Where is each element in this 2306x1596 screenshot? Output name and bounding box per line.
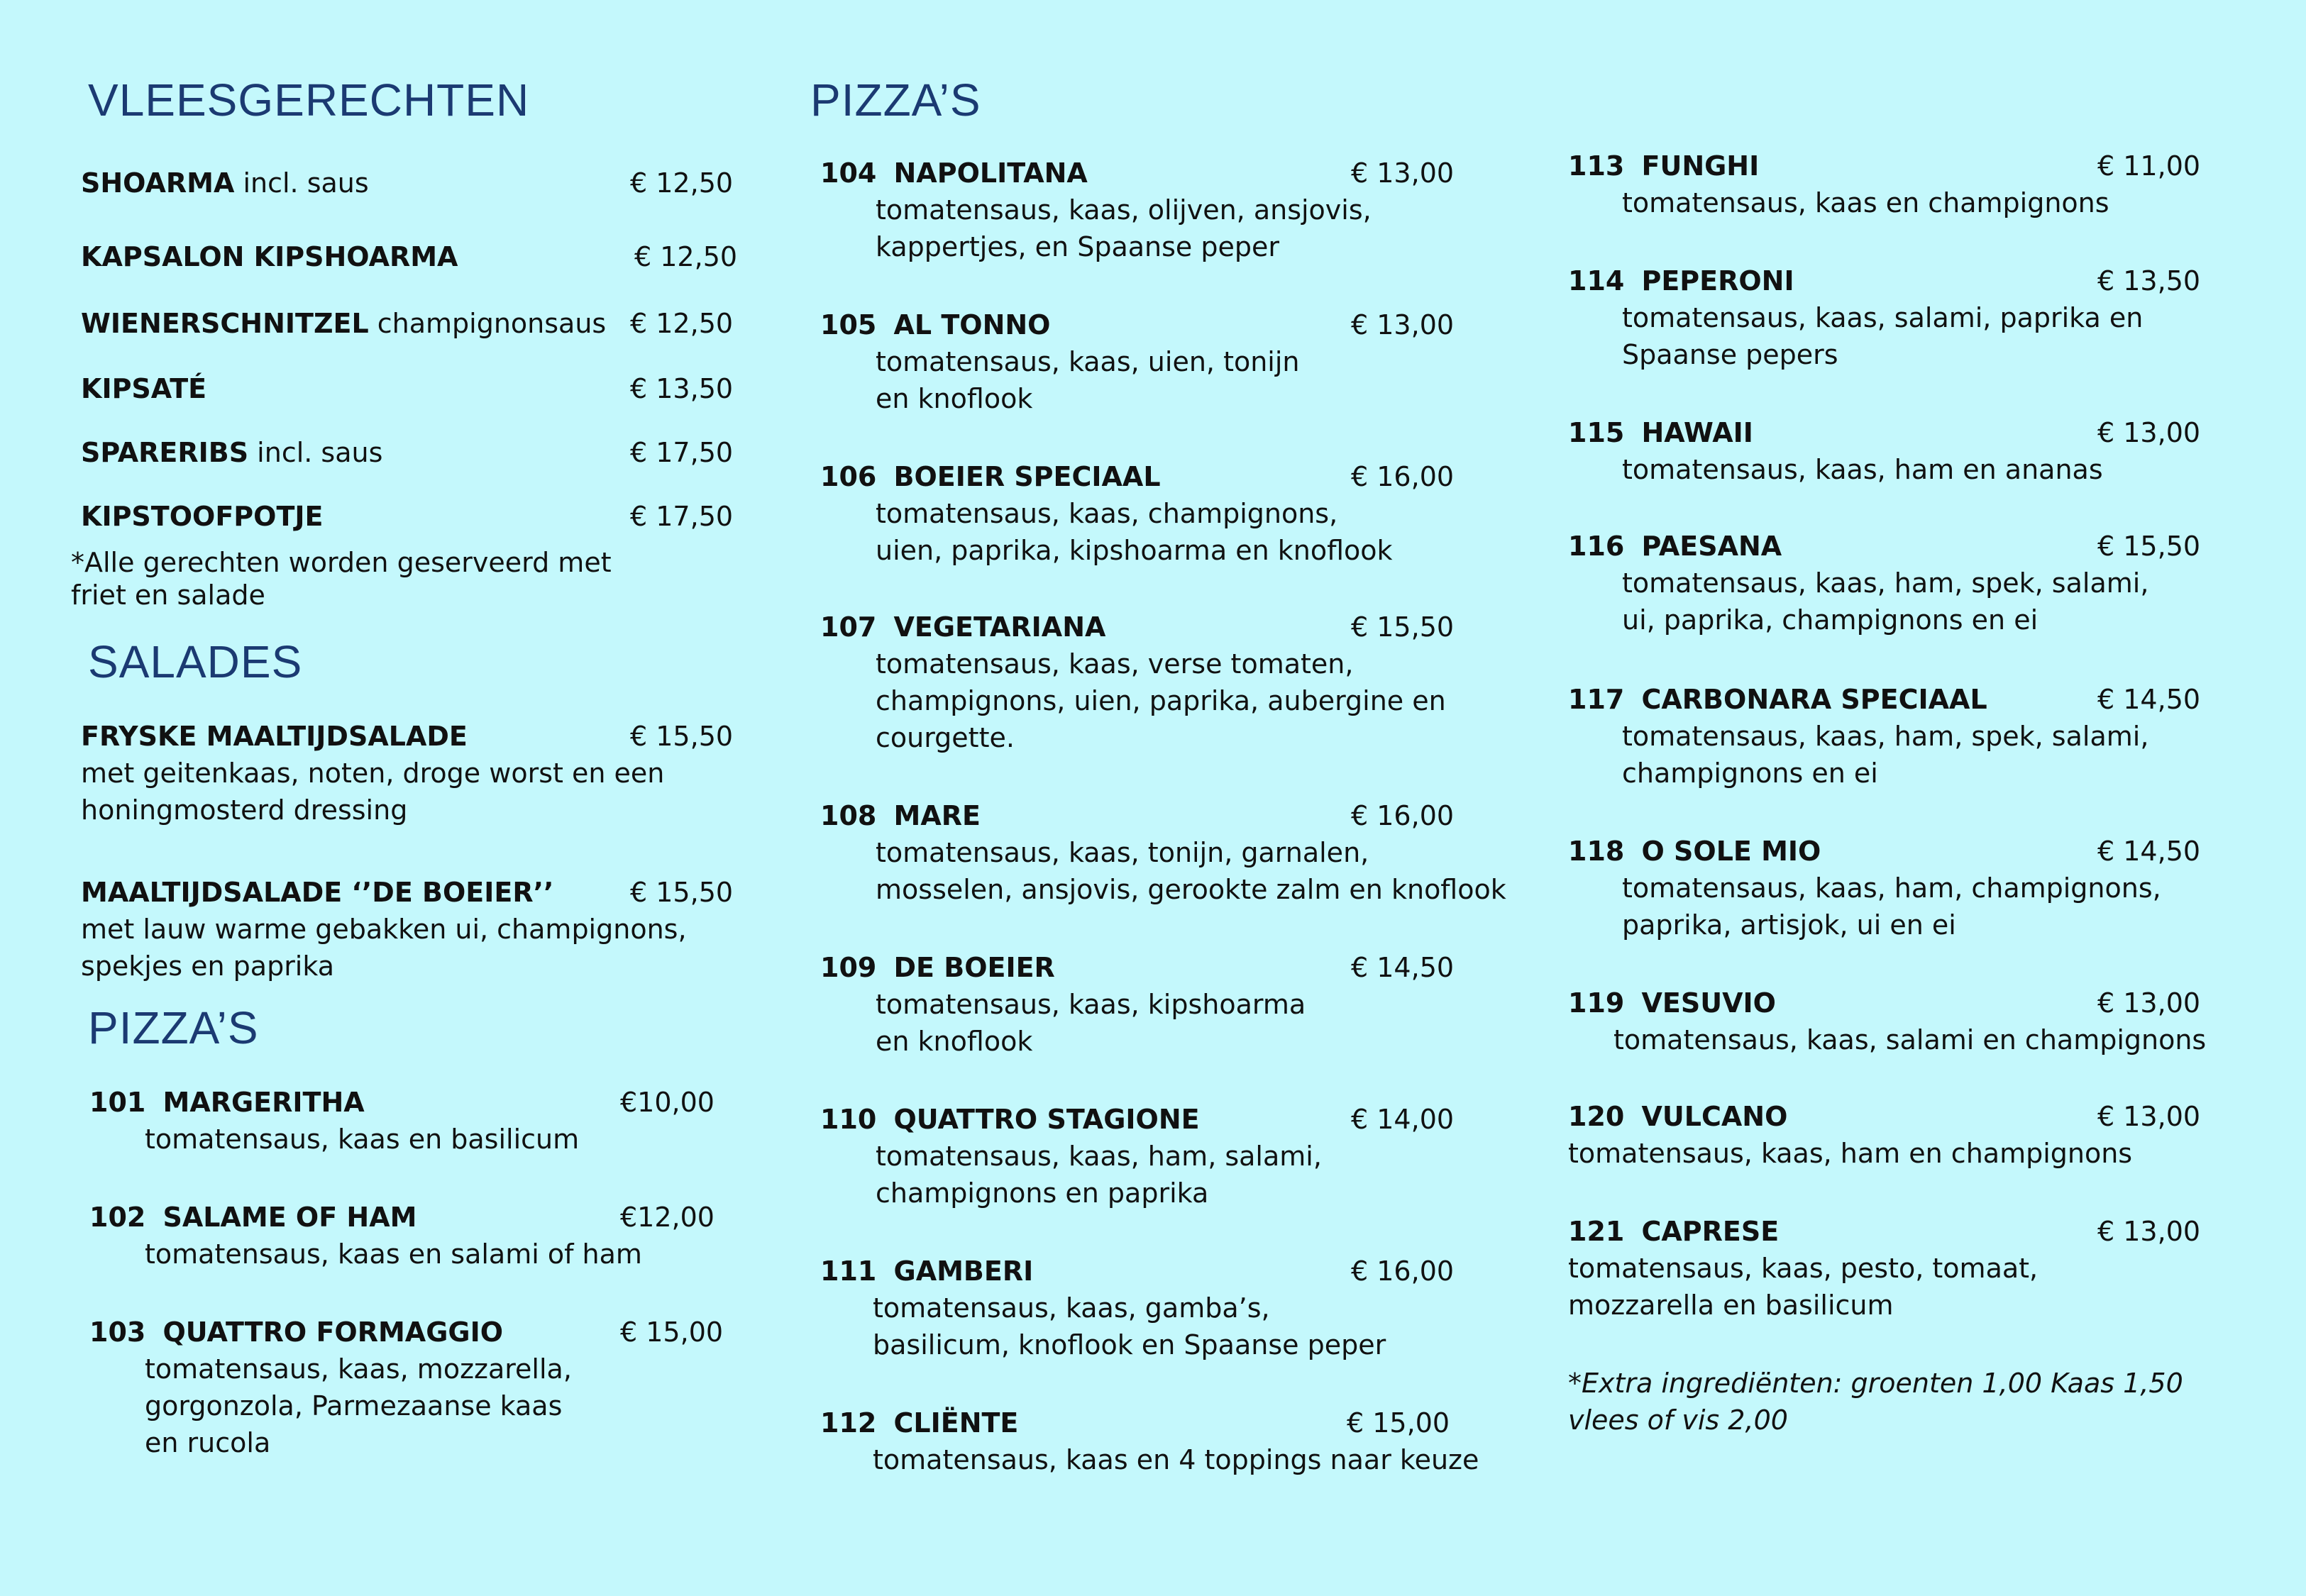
item-number: 119 xyxy=(1568,987,1625,1019)
item-number: 101 xyxy=(89,1087,146,1118)
item-description: tomatensaus, kaas en 4 toppings naar keuze xyxy=(873,1444,1479,1475)
item-number: 109 xyxy=(820,952,877,983)
item-description: tomatensaus, kaas, champignons, uien, paprika, kipshoarma en knoflook xyxy=(876,498,1393,566)
item-number: 112 xyxy=(820,1407,877,1439)
item-description: tomatensaus, kaas, pesto, tomaat, mozzarella en basilicum xyxy=(1568,1253,2039,1321)
item-description: tomatensaus, kaas, ham en ananas xyxy=(1622,454,2103,485)
menu-item xyxy=(820,306,1501,417)
item-name: AL TONNO xyxy=(893,309,1051,340)
menu-item xyxy=(820,458,1501,569)
item-price: €10,00 xyxy=(620,1087,715,1118)
item-price: € 15,00 xyxy=(620,1317,724,1348)
item-name: NAPOLITANA xyxy=(893,157,1088,189)
item-price: € 12,50 xyxy=(630,167,734,199)
item-suffix: incl. saus xyxy=(234,167,369,199)
item-price: € 14,50 xyxy=(1351,952,1455,983)
item-description: tomatensaus, kaas, gamba’s, basilicum, knoflook en Spaanse peper xyxy=(873,1292,1386,1361)
item-description: tomatensaus, kaas, salami en champignons xyxy=(1613,1024,2207,1055)
item-price: € 16,00 xyxy=(1351,1256,1455,1287)
menu-item xyxy=(1568,681,2278,792)
item-name: KIPSATÉ xyxy=(81,373,207,404)
menu-item xyxy=(1568,1098,2278,1172)
item-name: VULCANO xyxy=(1641,1101,1788,1132)
item-description: tomatensaus, kaas, verse tomaten, champignons, uien, paprika, aubergine en courgette. xyxy=(876,648,1446,753)
item-price: € 14,00 xyxy=(1351,1104,1455,1135)
item-description: met lauw warme gebakken ui, champignons, spekjes en paprika xyxy=(81,914,687,982)
item-name: HAWAII xyxy=(1641,417,1753,448)
menu-item xyxy=(1568,833,2278,943)
item-price: € 13,00 xyxy=(1351,309,1455,340)
item-name: CARBONARA SPECIAAL xyxy=(1641,684,1987,715)
item-price: € 17,50 xyxy=(630,437,734,468)
item-price: € 14,50 xyxy=(2097,684,2201,715)
item-name: QUATTRO STAGIONE xyxy=(893,1104,1200,1135)
menu-item xyxy=(81,305,734,342)
item-number: 114 xyxy=(1568,265,1625,297)
item-name: O SOLE MIO xyxy=(1641,836,1821,867)
item-description: tomatensaus, kaas, ham, spek, salami, champignons en ei xyxy=(1622,721,2149,789)
item-name: VESUVIO xyxy=(1641,987,1776,1019)
item-name: WIENERSCHNITZEL xyxy=(81,308,369,339)
menu-item xyxy=(89,1199,728,1273)
item-number: 106 xyxy=(820,461,877,492)
item-name: QUATTRO FORMAGGIO xyxy=(162,1317,504,1348)
item-name: PAESANA xyxy=(1641,531,1782,562)
item-description: tomatensaus, kaas, salami, paprika en Spaanse pepers xyxy=(1622,302,2144,370)
salads-heading: SALADES xyxy=(88,636,303,687)
item-price: € 16,00 xyxy=(1351,461,1455,492)
item-price: € 16,00 xyxy=(1351,800,1455,831)
item-suffix: champignonsaus xyxy=(368,308,607,339)
item-price: €12,00 xyxy=(620,1202,715,1233)
item-name: SPARERIBS xyxy=(81,437,249,468)
item-price: € 12,50 xyxy=(630,308,734,339)
item-price: € 13,50 xyxy=(2097,265,2201,297)
menu-item xyxy=(820,949,1501,1060)
item-description: tomatensaus, kaas, ham en champignons xyxy=(1568,1138,2133,1169)
item-price: € 14,50 xyxy=(2097,836,2201,867)
item-price: € 13,50 xyxy=(630,373,734,404)
menu-item xyxy=(1568,414,2278,488)
item-price: € 15,50 xyxy=(1351,611,1455,643)
item-number: 117 xyxy=(1568,684,1625,715)
item-price: € 13,00 xyxy=(2097,1101,2201,1132)
item-price: € 17,50 xyxy=(630,501,734,532)
item-description: tomatensaus, kaas en champignons xyxy=(1622,187,2109,218)
extra-ingredients-note: *Extra ingrediënten: groenten 1,00 Kaas 1,50 vlees of vis 2,00 xyxy=(1568,1368,2183,1436)
menu-item xyxy=(81,718,762,829)
menu-item xyxy=(820,1404,1501,1478)
menu-item xyxy=(81,874,762,985)
item-number: 121 xyxy=(1568,1216,1625,1247)
item-description: tomatensaus, kaas, olijven, ansjovis, kappertjes, en Spaanse peper xyxy=(876,194,1372,262)
item-description: tomatensaus, kaas, ham, spek, salami, ui, paprika, champignons en ei xyxy=(1622,567,2149,636)
item-number: 118 xyxy=(1568,836,1625,867)
item-name: MARGERITHA xyxy=(162,1087,365,1118)
item-description: tomatensaus, kaas, kipshoarma en knoflook xyxy=(876,989,1306,1057)
item-number: 108 xyxy=(820,800,877,831)
item-price: € 13,00 xyxy=(2097,987,2201,1019)
item-name: CAPRESE xyxy=(1641,1216,1780,1247)
item-price: € 12,50 xyxy=(634,241,738,272)
menu-item xyxy=(1568,1213,2278,1324)
item-name: SHOARMA xyxy=(81,167,235,199)
menu-item xyxy=(1568,262,2278,373)
item-name: BOEIER SPECIAAL xyxy=(893,461,1161,492)
item-number: 116 xyxy=(1568,531,1625,562)
item-name: KIPSTOOFPOTJE xyxy=(81,501,324,532)
menu-item xyxy=(1568,148,2278,221)
item-description: tomatensaus, kaas en basilicum xyxy=(145,1124,580,1155)
item-number: 105 xyxy=(820,309,877,340)
item-name: KAPSALON KIPSHOARMA xyxy=(81,241,458,272)
item-price: € 15,00 xyxy=(1347,1407,1450,1439)
item-name: DE BOEIER xyxy=(893,952,1055,983)
item-name: FRYSKE MAALTIJDSALADE xyxy=(81,721,468,752)
meat-heading: VLEESGERECHTEN xyxy=(88,74,530,126)
item-description: tomatensaus, kaas en salami of ham xyxy=(145,1238,642,1270)
item-description: tomatensaus, kaas, mozzarella, gorgonzola, Parmezaanse kaas en rucola xyxy=(145,1353,572,1458)
item-number: 104 xyxy=(820,157,877,189)
item-description: tomatensaus, kaas, ham, champignons, paprika, artisjok, ui en ei xyxy=(1622,872,2161,941)
item-price: € 13,00 xyxy=(2097,1216,2201,1247)
item-description: tomatensaus, kaas, tonijn, garnalen, mosselen, ansjovis, gerookte zalm en knoflook xyxy=(876,837,1506,905)
menu-item xyxy=(81,165,734,201)
item-number: 110 xyxy=(820,1104,877,1135)
item-name: VEGETARIANA xyxy=(893,611,1106,643)
menu-item xyxy=(81,498,734,535)
item-description: tomatensaus, kaas, ham, salami, champignons en paprika xyxy=(876,1141,1322,1209)
item-description: met geitenkaas, noten, droge worst en een honingmosterd dressing xyxy=(81,758,665,826)
item-suffix: incl. saus xyxy=(248,437,383,468)
item-number: 103 xyxy=(89,1317,146,1348)
menu-item xyxy=(820,155,1501,265)
item-name: SALAME OF HAM xyxy=(162,1202,417,1233)
menu-item xyxy=(1568,528,2278,638)
item-name: GAMBERI xyxy=(893,1256,1034,1287)
meat-note: *Alle gerechten worden geserveerd met friet en salade xyxy=(71,547,612,611)
menu-item xyxy=(820,797,1506,908)
menu-item xyxy=(1568,985,2278,1058)
item-name: MARE xyxy=(893,800,981,831)
item-name: PEPERONI xyxy=(1641,265,1794,297)
pizzas-heading: PIZZA’S xyxy=(810,74,981,126)
item-number: 107 xyxy=(820,611,877,643)
menu-item xyxy=(81,370,734,407)
item-name: CLIËNTE xyxy=(893,1407,1019,1439)
menu-item xyxy=(820,609,1501,756)
item-number: 120 xyxy=(1568,1101,1625,1132)
item-name: MAALTIJDSALADE ‘’DE BOEIER’’ xyxy=(81,877,554,908)
item-price: € 15,50 xyxy=(2097,531,2201,562)
item-price: € 15,50 xyxy=(630,877,734,908)
item-price: € 13,00 xyxy=(2097,417,2201,448)
item-name: FUNGHI xyxy=(1641,150,1760,182)
item-number: 115 xyxy=(1568,417,1625,448)
item-price: € 15,50 xyxy=(630,721,734,752)
item-price: € 13,00 xyxy=(1351,157,1455,189)
menu-item xyxy=(89,1084,728,1158)
menu-item xyxy=(81,238,738,275)
menu-item xyxy=(820,1253,1501,1363)
menu-item xyxy=(820,1101,1501,1212)
pizzas-heading: PIZZA’S xyxy=(88,1002,259,1053)
item-description: tomatensaus, kaas, uien, tonijn en knoflook xyxy=(876,346,1300,414)
item-number: 111 xyxy=(820,1256,877,1287)
menu-item xyxy=(81,434,734,471)
item-price: € 11,00 xyxy=(2097,150,2201,182)
item-number: 113 xyxy=(1568,150,1625,182)
item-number: 102 xyxy=(89,1202,146,1233)
menu-item xyxy=(89,1314,728,1461)
